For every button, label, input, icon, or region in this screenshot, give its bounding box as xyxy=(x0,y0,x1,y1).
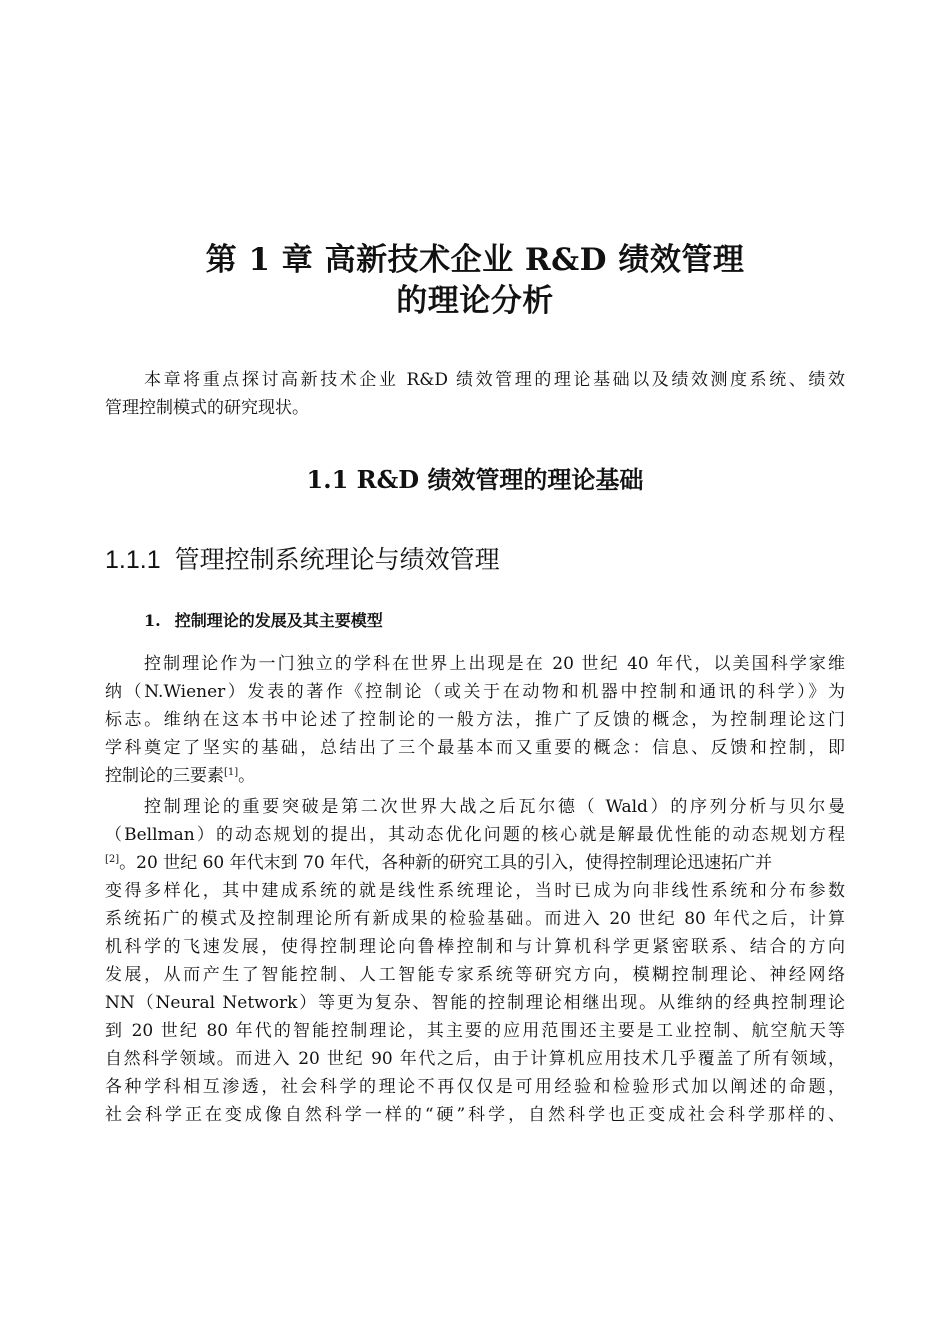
paragraph-line: 系统拓广的模式及控制理论所有新成果的检验基础。而进入 20 世纪 80 年代之后，计算 xyxy=(105,909,845,929)
heading4-number: 1. xyxy=(144,611,161,630)
paragraph-line: 社会科学正在变成像自然科学一样的“硬”科学，自然科学也正变成社会科学那样的、 xyxy=(105,1105,845,1125)
paragraph-line: 标志。维纳在这本书中论述了控制论的一般方法，推广了反馈的概念，为控制理论这门 xyxy=(105,710,845,730)
intro-line-2: 管理控制模式的研究现状。 xyxy=(105,398,309,418)
subsection-number: 1.1.1 xyxy=(105,546,161,574)
paragraph-line: 控制理论作为一门独立的学科在世界上出现是在 20 世纪 40 年代，以美国科学家维 xyxy=(144,654,845,674)
paragraph-line xyxy=(105,762,845,790)
intro-line-1: 本章将重点探讨高新技术企业 R&D 绩效管理的理论基础以及绩效测度系统、绩效 xyxy=(144,370,845,390)
citation-ref: [2] xyxy=(105,854,120,865)
paragraph-line: 到 20 世纪 80 年代的智能控制理论，其主要的应用范围还主要是工业控制、航空航天等 xyxy=(105,1021,845,1041)
subsection-title xyxy=(105,543,500,577)
paragraph-text: 。 xyxy=(238,766,256,786)
subsection-text: 管理控制系统理论与绩效管理 xyxy=(174,545,500,574)
paragraph-control-theory xyxy=(105,650,845,790)
heading-level4 xyxy=(144,608,383,634)
paragraph-line: 发展，从而产生了智能控制、人工智能专家系统等研究方向，模糊控制理论、神经网络 xyxy=(105,965,845,985)
paragraph-line: 变得多样化，其中建成系统的就是线性系统理论，当时已成为向非线性系统和分布参数 xyxy=(105,881,845,901)
paragraph-breakthrough xyxy=(105,793,845,1129)
chapter-title-line1: 第 1 章 高新技术企业 R&D 绩效管理 xyxy=(205,242,745,278)
paragraph-line: 自然科学领域。而进入 20 世纪 90 年代之后，由于计算机应用技术几乎覆盖了所有领域， xyxy=(105,1049,845,1069)
paragraph-line: 机科学的飞速发展，使得控制理论向鲁棒控制和与计算机科学更紧密联系、结合的方向 xyxy=(105,937,845,957)
paragraph-line xyxy=(105,849,845,877)
heading4-text: 控制理论的发展及其主要模型 xyxy=(174,611,383,630)
paragraph-line: 纳（N.Wiener）发表的著作《控制论（或关于在动物和机器中控制和通讯的科学）》为 xyxy=(105,682,845,702)
paragraph-text: 控制论的三要素 xyxy=(105,766,224,786)
paragraph-line: NN（Neural Network）等更为复杂、智能的控制理论相继出现。从维纳的经典控制理论 xyxy=(105,993,845,1013)
paragraph-line: 学科奠定了坚实的基础，总结出了三个最基本而又重要的概念：信息、反馈和控制，即 xyxy=(105,738,845,758)
chapter-intro xyxy=(105,366,845,422)
paragraph-line: （Bellman）的动态规划的提出，其动态优化问题的核心就是解最优性能的动态规划方程 xyxy=(105,825,845,845)
citation-ref: [1] xyxy=(224,767,239,778)
paragraph-line: 各种学科相互渗透，社会科学的理论不再仅仅是可用经验和检验形式加以阐述的命题， xyxy=(105,1077,845,1097)
paragraph-text: 。20 世纪 60 年代末到 70 年代，各种新的研究工具的引入，使得控制理论迅速拓广并 xyxy=(119,853,773,873)
chapter-title-line2: 的理论分析 xyxy=(396,283,554,319)
paragraph-line: 控制理论的重要突破是第二次世界大战之后瓦尔德（ Wald）的序列分析与贝尔曼 xyxy=(144,797,845,817)
section-title: 1.1 R&D 绩效管理的理论基础 xyxy=(306,465,644,494)
